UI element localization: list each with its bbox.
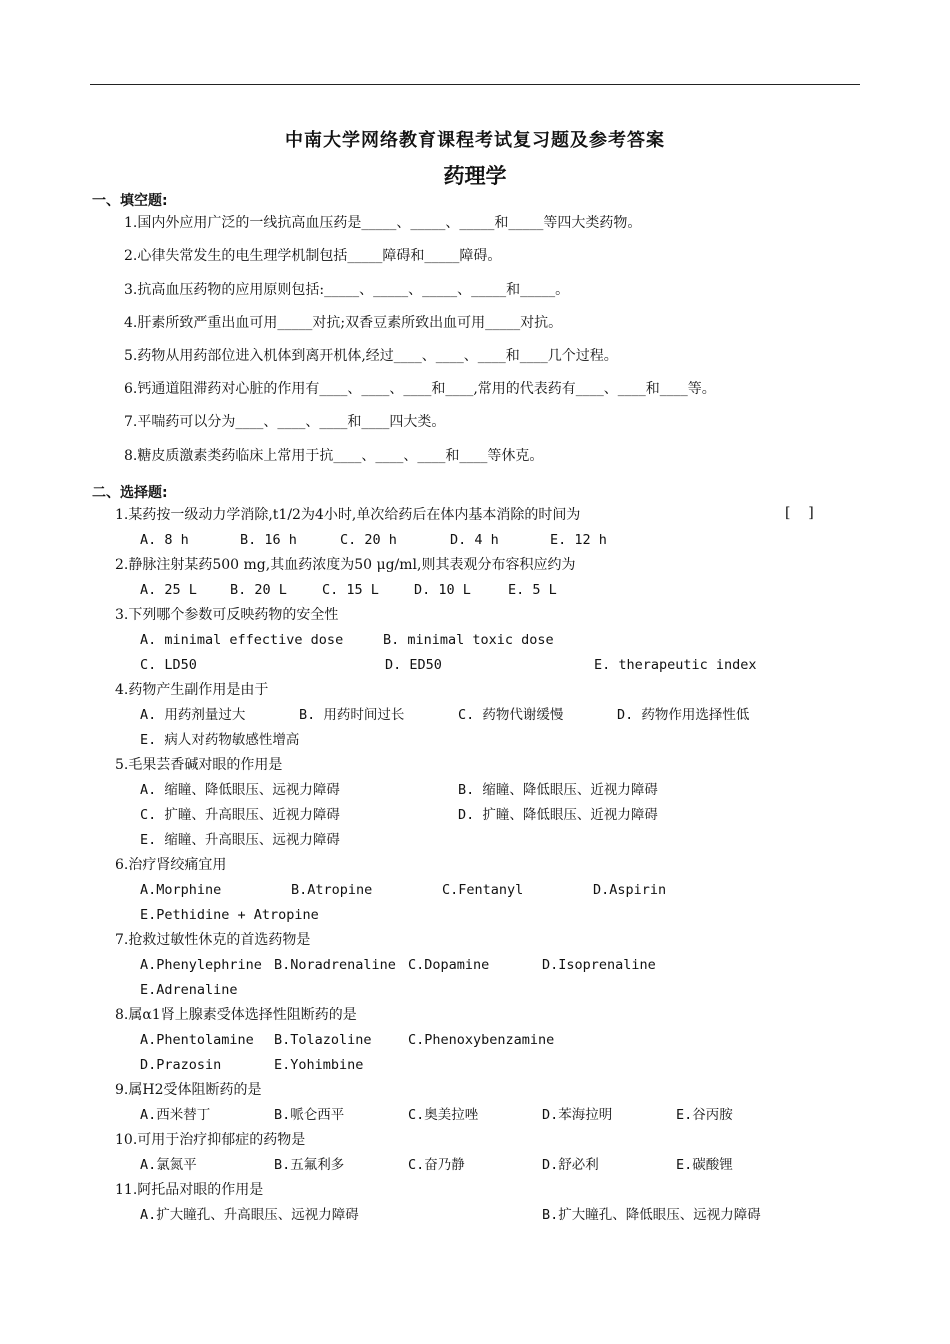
question-stem: 6.治疗肾绞痛宜用 — [115, 857, 227, 873]
option: B.Tolazoline — [274, 1032, 372, 1048]
option: A.扩大瞳孔、升高眼压、远视力障碍 — [140, 1207, 359, 1223]
option: A. 用药剂量过大 — [140, 707, 246, 723]
fill-item: 2.心律失常发生的电生理学机制包括_____障碍和_____障碍。 — [124, 248, 502, 264]
option: C.Phenoxybenzamine — [408, 1032, 555, 1048]
option: D.Isoprenaline — [542, 957, 656, 973]
question-stem: 9.属H2受体阻断药的是 — [115, 1082, 262, 1098]
question-stem: 4.药物产生副作用是由于 — [115, 682, 269, 698]
option: E.碳酸锂 — [676, 1157, 733, 1173]
option: A. minimal effective dose — [140, 632, 344, 648]
option: E.谷丙胺 — [676, 1107, 733, 1123]
question-stem: 3.下列哪个参数可反映药物的安全性 — [115, 607, 339, 623]
option: A.氯氮平 — [140, 1157, 197, 1173]
option: D. 药物作用选择性低 — [617, 707, 750, 723]
option: B.哌仑西平 — [274, 1107, 345, 1123]
option: E.Yohimbine — [274, 1057, 364, 1073]
option: B.五氟利多 — [274, 1157, 345, 1173]
option: E. 病人对药物敏感性增高 — [140, 732, 300, 748]
option: E.Adrenaline — [140, 982, 238, 998]
question-stem: 7.抢救过敏性休克的首选药物是 — [115, 932, 311, 948]
option: A.Morphine — [140, 882, 222, 898]
document-subtitle: 药理学 — [443, 164, 507, 188]
fill-item: 3.抗高血压药物的应用原则包括:_____、_____、_____、_____和_____。 — [124, 282, 570, 298]
option: B.扩大瞳孔、降低眼压、远视力障碍 — [542, 1207, 761, 1223]
header-rule — [90, 84, 860, 85]
option: B.Noradrenaline — [274, 957, 396, 973]
option: A. 缩瞳、降低眼压、远视力障碍 — [140, 782, 340, 798]
fill-item: 7.平喘药可以分为____、____、____和____四大类。 — [124, 414, 446, 430]
fill-item: 1.国内外应用广泛的一线抗高血压药是_____、_____、_____和_____等四大类药物。 — [124, 215, 642, 231]
section-heading-choice: 二、选择题: — [92, 485, 168, 501]
question-stem: 11.阿托品对眼的作用是 — [115, 1182, 264, 1198]
option: E. 12 h — [550, 532, 607, 548]
question-stem: 1.某药按一级动力学消除,t1/2为4小时,单次给药后在体内基本消除的时间为 — [115, 507, 581, 523]
option: C.奋乃静 — [408, 1157, 465, 1173]
option: D. 4 h — [450, 532, 499, 548]
section-heading-fill: 一、填空题: — [92, 193, 168, 209]
option: C. 15 L — [322, 582, 379, 598]
option: D. ED50 — [385, 657, 442, 673]
question-stem: 5.毛果芸香碱对眼的作用是 — [115, 757, 283, 773]
question-stem: 10.可用于治疗抑郁症的药物是 — [115, 1132, 306, 1148]
option: A.西米替丁 — [140, 1107, 211, 1123]
option: C.Fentanyl — [442, 882, 524, 898]
fill-item: 6.钙通道阻滞药对心脏的作用有____、____、____和____,常用的代表药有____、____和____等。 — [124, 381, 716, 397]
fill-item: 4.肝素所致严重出血可用_____对抗;双香豆素所致出血可用_____对抗。 — [124, 315, 563, 331]
option: A.Phentolamine — [140, 1032, 254, 1048]
option: E. 5 L — [508, 582, 557, 598]
option: B. 缩瞳、降低眼压、近视力障碍 — [458, 782, 658, 798]
option: A. 25 L — [140, 582, 197, 598]
option: C. LD50 — [140, 657, 197, 673]
option: E. therapeutic index — [594, 657, 757, 673]
option: C.奥美拉唑 — [408, 1107, 479, 1123]
option: D.Aspirin — [593, 882, 667, 898]
fill-item: 8.糖皮质激素类药临床上常用于抗____、____、____和____等休克。 — [124, 448, 544, 464]
option: C. 药物代谢缓慢 — [458, 707, 564, 723]
option: A.Phenylephrine — [140, 957, 262, 973]
option: D. 扩瞳、降低眼压、近视力障碍 — [458, 807, 658, 823]
question-stem: 2.静脉注射某药500 mg,其血药浓度为50 μg/ml,则其表观分布容积应约为 — [115, 557, 576, 573]
option: B. 用药时间过长 — [299, 707, 405, 723]
option: B.Atropine — [291, 882, 373, 898]
option: B. minimal toxic dose — [383, 632, 554, 648]
option: B. 20 L — [230, 582, 287, 598]
option: D.Prazosin — [140, 1057, 222, 1073]
option: D.苯海拉明 — [542, 1107, 613, 1123]
option: D. 10 L — [414, 582, 471, 598]
option: D.舒必利 — [542, 1157, 599, 1173]
answer-bracket: [ ] — [785, 505, 814, 521]
option: C. 扩瞳、升高眼压、近视力障碍 — [140, 807, 340, 823]
option: C.Dopamine — [408, 957, 490, 973]
option: A. 8 h — [140, 532, 189, 548]
option: C. 20 h — [340, 532, 397, 548]
option: E. 缩瞳、升高眼压、远视力障碍 — [140, 832, 340, 848]
option: B. 16 h — [240, 532, 297, 548]
question-stem: 8.属α1肾上腺素受体选择性阻断药的是 — [115, 1007, 357, 1023]
fill-item: 5.药物从用药部位进入机体到离开机体,经过____、____、____和____几个过程。 — [124, 348, 618, 364]
option: E.Pethidine + Atropine — [140, 907, 319, 923]
document-title: 中南大学网络教育课程考试复习题及参考答案 — [285, 130, 665, 151]
